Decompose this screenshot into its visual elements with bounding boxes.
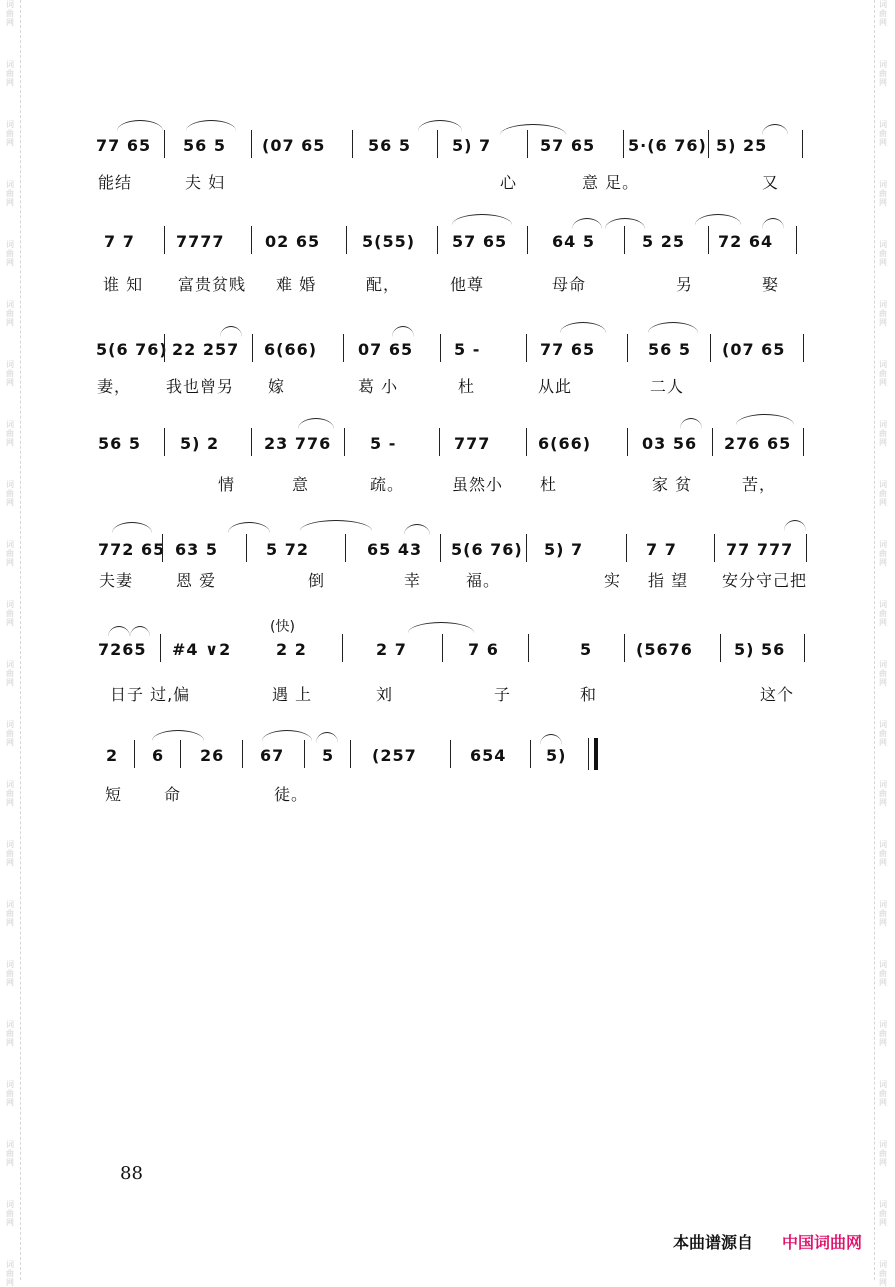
barline bbox=[708, 226, 709, 254]
watermark-mark: 词 曲 网 bbox=[879, 480, 887, 507]
barline bbox=[442, 634, 443, 662]
slur bbox=[762, 124, 788, 135]
measure: 777 bbox=[454, 434, 491, 453]
notation-line bbox=[0, 434, 895, 464]
barline bbox=[624, 634, 625, 662]
watermark-mark: 词 曲 网 bbox=[879, 300, 887, 327]
watermark-mark: 词 曲 网 bbox=[879, 720, 887, 747]
barline bbox=[720, 634, 721, 662]
barline bbox=[160, 634, 161, 662]
notation-line bbox=[0, 540, 895, 570]
notation-line bbox=[0, 340, 895, 370]
barline bbox=[251, 428, 252, 456]
lyric: 妻， bbox=[97, 377, 132, 396]
measure: 5(6 76) bbox=[96, 340, 168, 359]
measure: 72 64 bbox=[718, 232, 774, 251]
barline bbox=[246, 534, 247, 562]
slur bbox=[300, 520, 372, 531]
measure: 5 72 bbox=[266, 540, 309, 559]
lyric: 这个 bbox=[760, 685, 795, 704]
lyric: 另 bbox=[676, 275, 694, 294]
lyric: 二人 bbox=[650, 377, 685, 396]
lyric: 我也曾另 bbox=[166, 377, 235, 396]
page-number: 88 bbox=[120, 1163, 143, 1184]
measure: 77 777 bbox=[726, 540, 794, 559]
barline bbox=[804, 634, 805, 662]
measure: 57 65 bbox=[452, 232, 508, 251]
measure: 02 65 bbox=[265, 232, 321, 251]
slur bbox=[695, 214, 741, 225]
lyric: 家 贫 bbox=[652, 475, 693, 494]
barline bbox=[714, 534, 715, 562]
watermark-mark: 词 曲 网 bbox=[6, 1260, 14, 1287]
measure: 56 5 bbox=[98, 434, 141, 453]
barline bbox=[530, 740, 531, 768]
measure: 56 5 bbox=[183, 136, 226, 155]
measure: 7265 bbox=[98, 640, 147, 659]
lyric: 谁 知 bbox=[103, 275, 144, 294]
watermark-mark: 词 曲 网 bbox=[879, 60, 887, 87]
watermark-mark: 词 曲 网 bbox=[6, 60, 14, 87]
lyric: 日子 过,偏 bbox=[110, 685, 191, 704]
slur bbox=[418, 120, 462, 131]
slur bbox=[560, 322, 606, 333]
measure: 7 7 bbox=[104, 232, 135, 251]
barline bbox=[803, 428, 804, 456]
measure: 7777 bbox=[176, 232, 225, 251]
slur bbox=[605, 218, 645, 229]
slur bbox=[762, 218, 784, 229]
barline bbox=[343, 334, 344, 362]
barline bbox=[527, 226, 528, 254]
slur bbox=[117, 120, 163, 131]
lyric: 命 bbox=[164, 785, 182, 804]
watermark-mark: 词 曲 网 bbox=[879, 1200, 887, 1227]
barline bbox=[803, 334, 804, 362]
lyric: 嫁 bbox=[268, 377, 286, 396]
watermark-mark: 词 曲 网 bbox=[6, 480, 14, 507]
measure: 276 65 bbox=[724, 434, 792, 453]
measure: 77 65 bbox=[540, 340, 596, 359]
lyric: 夫妻 bbox=[99, 571, 134, 590]
watermark-mark: 词 曲 网 bbox=[6, 1020, 14, 1047]
tempo-marking: (快) bbox=[270, 619, 295, 635]
lyric: 徒。 bbox=[274, 785, 309, 804]
measure: 6 bbox=[152, 746, 165, 765]
lyric: 幸 bbox=[404, 571, 422, 590]
measure: 772 65 bbox=[98, 540, 166, 559]
watermark-mark: 词 曲 网 bbox=[879, 1020, 887, 1047]
measure: 5 bbox=[322, 746, 335, 765]
notation-line bbox=[0, 232, 895, 262]
measure: 56 5 bbox=[368, 136, 411, 155]
barline bbox=[806, 534, 807, 562]
watermark-mark: 词 曲 网 bbox=[879, 420, 887, 447]
watermark-mark: 词 曲 网 bbox=[6, 240, 14, 267]
measure: 65 43 bbox=[367, 540, 423, 559]
measure: 6(66) bbox=[538, 434, 592, 453]
lyric: 情 bbox=[218, 475, 236, 494]
barline bbox=[304, 740, 305, 768]
barline bbox=[627, 428, 628, 456]
slur bbox=[316, 732, 338, 743]
barline bbox=[527, 130, 528, 158]
watermark-mark: 词 曲 网 bbox=[879, 540, 887, 567]
barline bbox=[450, 740, 451, 768]
slur bbox=[298, 418, 334, 429]
measure: 5(55) bbox=[362, 232, 416, 251]
barline bbox=[439, 428, 440, 456]
lyric: 配， bbox=[366, 275, 401, 294]
measure: 5(6 76) bbox=[451, 540, 523, 559]
lyric: 安分守己把 bbox=[722, 571, 808, 590]
lyric: 意 足。 bbox=[582, 173, 640, 192]
measure: 07 65 bbox=[358, 340, 414, 359]
notation-line bbox=[0, 136, 895, 166]
watermark-mark: 词 曲 网 bbox=[6, 780, 14, 807]
lyric: 杜 bbox=[540, 475, 558, 494]
watermark-mark: 词 曲 网 bbox=[879, 240, 887, 267]
measure: 63 5 bbox=[175, 540, 218, 559]
slur bbox=[784, 520, 806, 531]
barline bbox=[164, 130, 165, 158]
barline bbox=[180, 740, 181, 768]
lyric: 夫 妇 bbox=[185, 173, 226, 192]
measure: (07 65 bbox=[722, 340, 786, 359]
barline bbox=[526, 334, 527, 362]
watermark-mark: 词 曲 网 bbox=[879, 360, 887, 387]
lyric: 福。 bbox=[466, 571, 501, 590]
slur bbox=[220, 326, 242, 337]
barline bbox=[528, 634, 529, 662]
barline bbox=[440, 534, 441, 562]
watermark-mark: 词 曲 网 bbox=[6, 360, 14, 387]
barline bbox=[708, 130, 709, 158]
lyric: 刘 bbox=[376, 685, 394, 704]
slur bbox=[500, 124, 566, 135]
lyric: 心 bbox=[500, 173, 518, 192]
barline bbox=[251, 130, 252, 158]
barline bbox=[164, 428, 165, 456]
measure: 22 257 bbox=[172, 340, 240, 359]
lyric: 意 bbox=[292, 475, 310, 494]
lyric: 子 bbox=[494, 685, 512, 704]
measure: 5) bbox=[546, 746, 567, 765]
watermark-mark: 词 曲 网 bbox=[879, 120, 887, 147]
watermark-mark: 词 曲 网 bbox=[879, 960, 887, 987]
watermark-mark: 词 曲 网 bbox=[879, 660, 887, 687]
barline bbox=[440, 334, 441, 362]
barline bbox=[342, 634, 343, 662]
barline bbox=[134, 740, 135, 768]
barline bbox=[526, 534, 527, 562]
measure: #4 ∨2 bbox=[172, 640, 232, 659]
barline bbox=[162, 534, 163, 562]
barline bbox=[588, 738, 589, 770]
measure: (07 65 bbox=[262, 136, 326, 155]
measure: 03 56 bbox=[642, 434, 698, 453]
measure: 5) 7 bbox=[544, 540, 584, 559]
barline bbox=[164, 226, 165, 254]
measure: 26 bbox=[200, 746, 225, 765]
measure: 57 65 bbox=[540, 136, 596, 155]
lyric: 虽然小 bbox=[452, 475, 504, 494]
watermark-mark: 词 曲 网 bbox=[6, 300, 14, 327]
measure: 5) 25 bbox=[716, 136, 768, 155]
lyric: 母命 bbox=[552, 275, 587, 294]
watermark-mark: 词 曲 网 bbox=[6, 600, 14, 627]
watermark-mark: 词 曲 网 bbox=[6, 1140, 14, 1167]
slur bbox=[572, 218, 602, 229]
barline bbox=[344, 428, 345, 456]
watermark-mark: 词 曲 网 bbox=[879, 780, 887, 807]
barline bbox=[251, 226, 252, 254]
watermark-mark: 词 曲 网 bbox=[6, 120, 14, 147]
measure: 77 65 bbox=[96, 136, 152, 155]
measure: 6(66) bbox=[264, 340, 318, 359]
barline bbox=[712, 428, 713, 456]
watermark-mark: 词 曲 网 bbox=[6, 1200, 14, 1227]
watermark-mark: 词 曲 网 bbox=[879, 180, 887, 207]
lyric: 从此 bbox=[538, 377, 573, 396]
watermark-mark: 词 曲 网 bbox=[6, 1080, 14, 1107]
lyric: 恩 爱 bbox=[176, 571, 217, 590]
slur bbox=[152, 730, 204, 741]
slur bbox=[404, 524, 430, 535]
watermark-mark: 词 曲 网 bbox=[879, 1260, 887, 1287]
watermark-mark: 词 曲 网 bbox=[879, 840, 887, 867]
lyric: 杜 bbox=[458, 377, 476, 396]
measure: 5·(6 76) bbox=[628, 136, 707, 155]
barline bbox=[710, 334, 711, 362]
slur bbox=[130, 626, 150, 637]
watermark-mark: 词 曲 网 bbox=[6, 840, 14, 867]
watermark-mark: 词 曲 网 bbox=[6, 660, 14, 687]
slur bbox=[736, 414, 794, 425]
lyric: 葛 小 bbox=[358, 377, 399, 396]
slur bbox=[452, 214, 512, 225]
notation-line bbox=[0, 640, 895, 670]
barline bbox=[437, 130, 438, 158]
watermark-mark: 词 曲 网 bbox=[879, 600, 887, 627]
lyric: 指 望 bbox=[648, 571, 689, 590]
watermark-mark: 词 曲 网 bbox=[879, 1140, 887, 1167]
measure: (5676 bbox=[636, 640, 693, 659]
slur bbox=[408, 622, 474, 633]
measure: 5 bbox=[580, 640, 593, 659]
slur bbox=[680, 418, 702, 429]
lyric: 倒 bbox=[308, 571, 326, 590]
measure: 7 7 bbox=[646, 540, 677, 559]
measure: 2 bbox=[106, 746, 119, 765]
lyric: 又 bbox=[762, 173, 780, 192]
barline bbox=[623, 130, 624, 158]
measure: 67 bbox=[260, 746, 285, 765]
measure: 64 5 bbox=[552, 232, 595, 251]
measure: 2 7 bbox=[376, 640, 407, 659]
lyric: 富贵贫贱 bbox=[178, 275, 247, 294]
barline bbox=[164, 334, 165, 362]
barline bbox=[437, 226, 438, 254]
final-double-barline bbox=[594, 738, 598, 770]
measure: 23 776 bbox=[264, 434, 332, 453]
slur bbox=[540, 734, 562, 745]
measure: 5 - bbox=[454, 340, 481, 359]
lyric: 遇 上 bbox=[272, 685, 313, 704]
lyric: 和 bbox=[580, 685, 598, 704]
barline bbox=[350, 740, 351, 768]
watermark-mark: 词 曲 网 bbox=[6, 900, 14, 927]
lyric: 他尊 bbox=[450, 275, 485, 294]
lyric: 短 bbox=[105, 785, 123, 804]
source-label: 本曲谱源自 bbox=[672, 1233, 753, 1252]
watermark-mark: 词 曲 网 bbox=[6, 720, 14, 747]
measure: 654 bbox=[470, 746, 507, 765]
lyric: 实 bbox=[604, 571, 622, 590]
slur bbox=[228, 522, 270, 533]
barline bbox=[526, 428, 527, 456]
barline bbox=[627, 334, 628, 362]
measure: (257 bbox=[372, 746, 417, 765]
barline bbox=[802, 130, 803, 158]
measure: 5) 56 bbox=[734, 640, 786, 659]
slur bbox=[392, 326, 414, 337]
barline bbox=[352, 130, 353, 158]
slur bbox=[108, 626, 130, 637]
barline bbox=[242, 740, 243, 768]
watermark-mark: 词 曲 网 bbox=[879, 900, 887, 927]
barline bbox=[345, 534, 346, 562]
slur bbox=[112, 522, 152, 533]
lyric: 娶 bbox=[762, 275, 780, 294]
slur bbox=[186, 120, 236, 131]
watermark-mark: 词 曲 网 bbox=[6, 180, 14, 207]
watermark-mark: 词 曲 网 bbox=[879, 1080, 887, 1107]
barline bbox=[346, 226, 347, 254]
measure: 5 - bbox=[370, 434, 397, 453]
watermark-mark: 词 曲 网 bbox=[6, 540, 14, 567]
barline bbox=[252, 334, 253, 362]
barline bbox=[796, 226, 797, 254]
lyric: 疏。 bbox=[370, 475, 405, 494]
measure: 7 6 bbox=[468, 640, 499, 659]
barline bbox=[624, 226, 625, 254]
watermark-mark: 词 曲 网 bbox=[879, 0, 887, 27]
measure: 5) 7 bbox=[452, 136, 492, 155]
watermark-mark: 词 曲 网 bbox=[6, 420, 14, 447]
measure: 56 5 bbox=[648, 340, 691, 359]
site-name-link[interactable]: 中国词曲网 bbox=[781, 1233, 862, 1252]
measure: 5 25 bbox=[642, 232, 685, 251]
measure: 2 2 bbox=[276, 640, 307, 659]
barline bbox=[626, 534, 627, 562]
watermark-mark: 词 曲 网 bbox=[6, 0, 14, 27]
measure: 5) 2 bbox=[180, 434, 220, 453]
slur bbox=[648, 322, 698, 333]
lyric: 难 婚 bbox=[276, 275, 317, 294]
lyric: 苦， bbox=[742, 475, 777, 494]
watermark-mark: 词 曲 网 bbox=[6, 960, 14, 987]
lyric: 能结 bbox=[98, 173, 133, 192]
